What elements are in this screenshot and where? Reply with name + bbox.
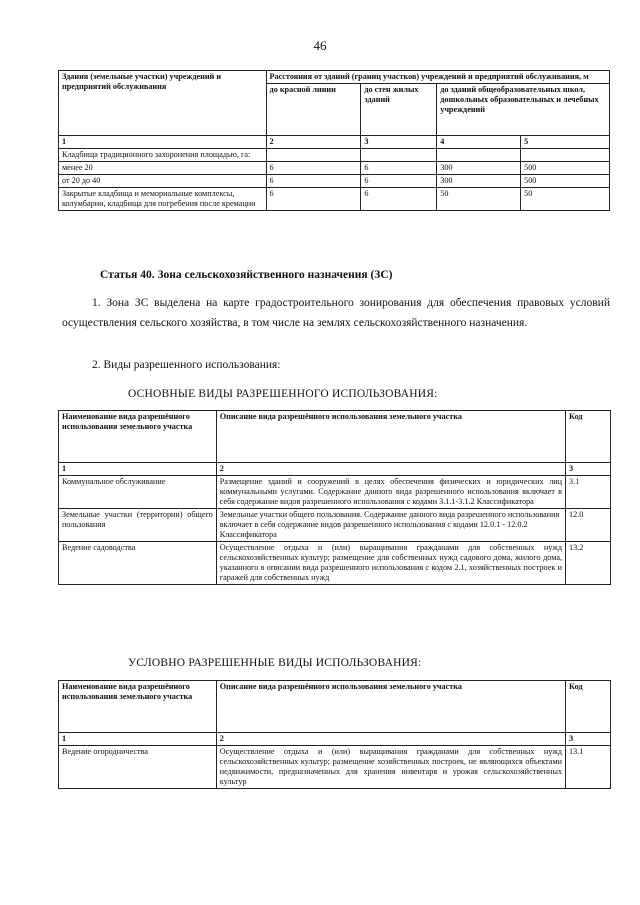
distance-table [58, 70, 610, 211]
article-paragraph-2: 2. Виды разрешенного использования: [92, 359, 281, 371]
column-number: 3 [566, 733, 611, 746]
col-name-header: Наименование вида разрешённого использования земельного участка [59, 681, 217, 733]
article-paragraph-1: 1. Зона ЗС выделена на карте градостроительного зонирования для обеспечения правовых условий осуществления сельского хозяйства, в том числе на землях сельскохозяйственного назначения. [62, 297, 610, 329]
table-row: Ведение садоводства Осуществление отдыха и (или) выращивания гражданами для собственных нужд сельскохозяйственных культур; размещение для собственных нужд садового дома, жилого дома, указанного в описании вида разрешенного использования с кодом 2.1, хозяйственных построек и гаражей для собственных нужд 13.2 [59, 542, 611, 585]
column-number: 3 [361, 136, 437, 149]
table-row: Земельные участки (территории) общего пользования Земельные участки общего пользования. Содержание данного вида разрешенного использования включает в себя содержание видов разрешенного использования с кодами 12.0.1 - 12.0.2 Классификатора 12.0 [59, 509, 611, 542]
table-row: Ведение огородничества Осуществление отдыха и (или) выращивания гражданами для собственных нужд сельскохозяйственных культур; размещение хозяйственных построек, не являющихся объектами недвижимости, предназначенных для хранения инвентаря и урожая сельскохозяйственных культур 13.1 [59, 746, 611, 789]
column-number: 2 [216, 463, 565, 476]
column-number: 2 [266, 136, 361, 149]
conditional-uses-heading: УСЛОВНО РАЗРЕШЕННЫЕ ВИДЫ ИСПОЛЬЗОВАНИЯ: [128, 657, 422, 669]
distance-subheader-residential: до стен жилых зданий [361, 84, 437, 136]
distance-header-buildings: Здания (земельные участки) учреждений и предприятий обслуживания [59, 71, 267, 136]
table-row: от 20 до 40 6 6 300 500 [59, 175, 610, 188]
column-number: 1 [59, 463, 217, 476]
page-number: 46 [313, 38, 327, 53]
table-row: Коммунальное обслуживание Размещение зданий и сооружений в целях обеспечения физических и юридических лиц коммунальными услугами. Содержание данного вида разрешенного использования включает в себя содержание видов разрешенного использования с кодами 3.1.1-3.1.2 Классификатора 3.1 [59, 476, 611, 509]
column-number: 5 [521, 136, 610, 149]
column-number: 2 [216, 733, 565, 746]
column-number: 1 [59, 136, 267, 149]
table-row: менее 20 6 6 300 500 [59, 162, 610, 175]
column-number: 1 [59, 733, 217, 746]
distance-subheader-schools: до зданий общеобразовательных школ, дошкольных образовательных и лечебных учреждений [437, 84, 610, 136]
column-number: 4 [437, 136, 521, 149]
col-desc-header: Описание вида разрешённого использования земельного участка [216, 411, 565, 463]
distance-subheader-red-line: до красной линии [266, 84, 361, 136]
cemetery-group-label: Кладбища традиционного захоронения площадью, га: [59, 149, 267, 162]
col-desc-header: Описание вида разрешённого использования земельного участка [216, 681, 565, 733]
col-code-header: Код [566, 681, 611, 733]
col-code-header: Код [566, 411, 611, 463]
col-name-header: Наименование вида разрешённого использования земельного участка [59, 411, 217, 463]
conditional-uses-table [58, 680, 611, 789]
table-row: Закрытые кладбища и мемориальные комплексы, колумбарии, кладбища для погребения после кремации 6 6 50 50 [59, 188, 610, 211]
article-title: Статья 40. Зона сельскохозяйственного назначения (ЗС) [100, 269, 393, 281]
basic-uses-table [58, 410, 611, 585]
distance-header-distances: Расстояния от зданий (границ участков) учреждений и предприятий обслуживания, м [266, 71, 609, 84]
basic-uses-heading: ОСНОВНЫЕ ВИДЫ РАЗРЕШЕННОГО ИСПОЛЬЗОВАНИЯ: [128, 388, 438, 400]
column-number: 3 [566, 463, 611, 476]
